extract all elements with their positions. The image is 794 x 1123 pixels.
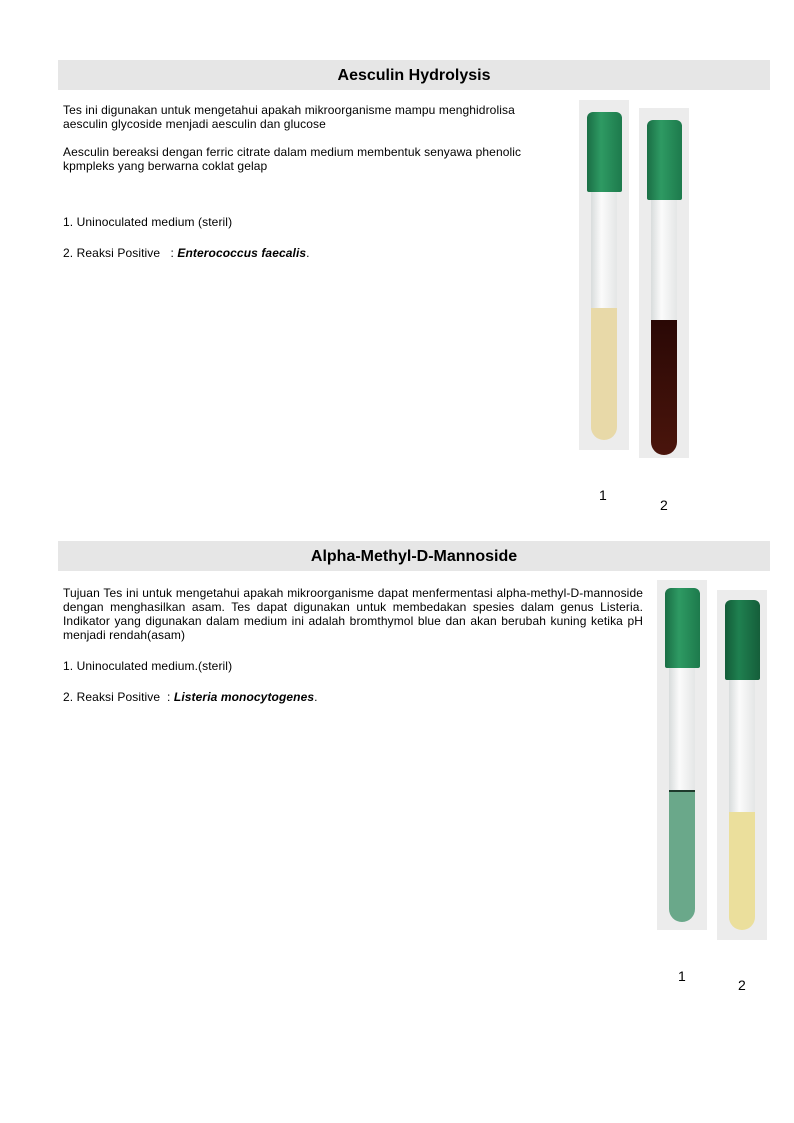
tube-liquid	[669, 790, 695, 922]
organism-name: Enterococcus faecalis	[177, 246, 307, 260]
tube-cap	[725, 600, 760, 680]
section-body-aesculin	[63, 103, 563, 274]
tube-photo-uninoculated	[579, 100, 629, 450]
tube-photo-uninoculated	[657, 580, 707, 930]
item-prefix: 2. Reaksi Positive :	[63, 690, 174, 704]
tube-label: 2	[660, 497, 668, 513]
section-title-mannoside: Alpha-Methyl-D-Mannoside	[58, 541, 770, 571]
tube-liquid	[591, 308, 617, 440]
paragraph: Tujuan Tes ini untuk mengetahui apakah mikroorganisme dapat menfermentasi alpha-methyl-D-mannoside dengan menghasilkan asam. Tes dapat digunakan untuk membedakan spesies dalam genus Listeria. Indikator yang digunakan dalam medium ini adalah bromthymol blue dan akan berubah kuning ketika pH menjadi rendah(asam)	[63, 586, 643, 642]
section-title-aesculin: Aesculin Hydrolysis	[58, 60, 770, 90]
tube-cap	[647, 120, 682, 200]
tube-label: 2	[738, 977, 746, 993]
tube-label: 1	[599, 487, 607, 503]
tube-liquid	[651, 320, 677, 455]
organism-name: Listeria monocytogenes	[173, 690, 315, 704]
tube-cap	[665, 588, 700, 668]
tube-cap	[587, 112, 622, 192]
list-item	[63, 246, 563, 260]
item-suffix: .	[306, 246, 310, 260]
tube-photo-positive	[639, 108, 689, 458]
paragraph: Tes ini digunakan untuk mengetahui apakah mikroorganisme mampu menghidrolisa aesculin glycoside menjadi aesculin dan glucose	[63, 103, 515, 131]
tube-label: 1	[678, 968, 686, 984]
list-item	[63, 690, 643, 704]
tube-liquid	[729, 812, 755, 930]
list-item: 1. Uninoculated medium (steril)	[63, 215, 233, 229]
item-suffix: .	[314, 690, 318, 704]
list-item: 1. Uninoculated medium.(steril)	[63, 659, 233, 673]
section-body-mannoside	[63, 586, 643, 718]
item-prefix: 2. Reaksi Positive :	[63, 246, 178, 260]
tube-photo-positive	[717, 590, 767, 940]
paragraph: Aesculin bereaksi dengan ferric citrate dalam medium membentuk senyawa phenolic kpmpleks yang berwarna coklat gelap	[63, 145, 522, 173]
